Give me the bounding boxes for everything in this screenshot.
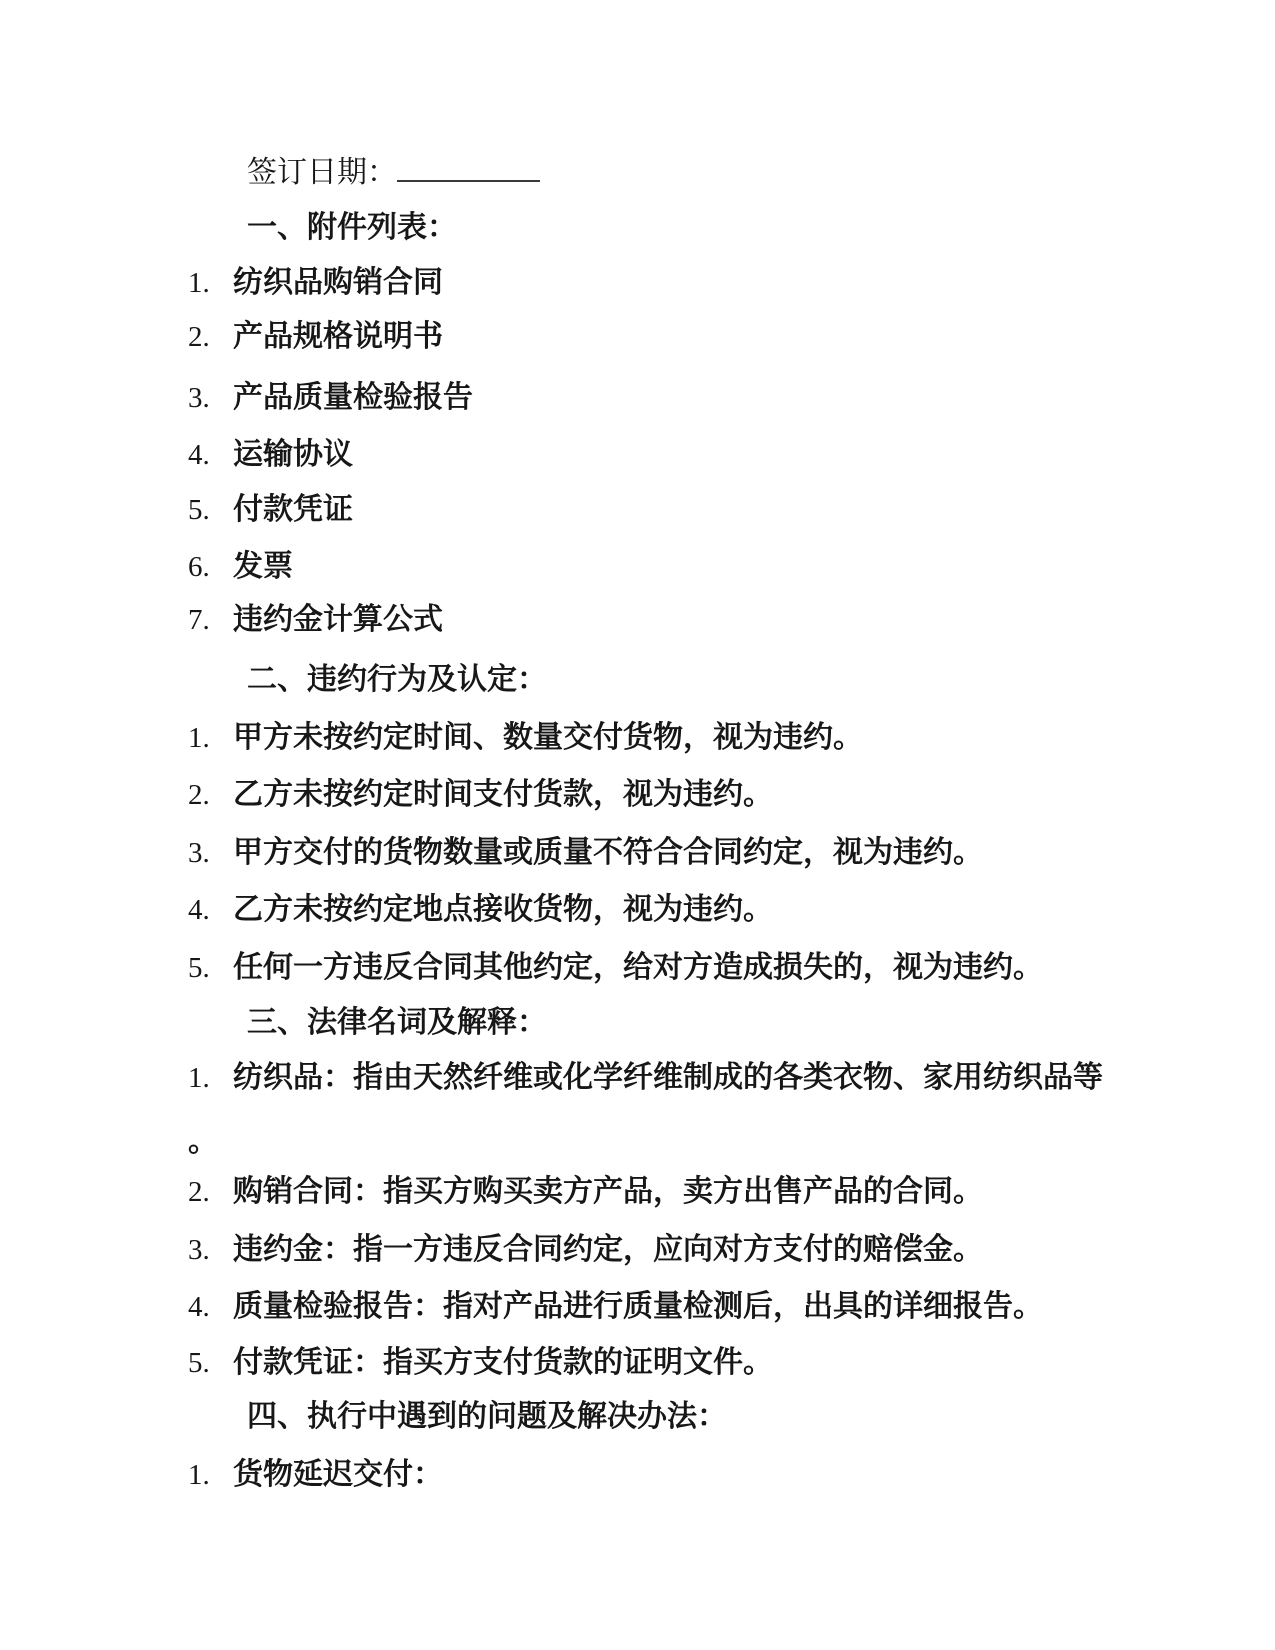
item-text: 乙方未按约定时间支付货款，视为违约。 xyxy=(233,778,773,811)
breach-item-2 xyxy=(188,775,773,815)
item-text: 运输协议 xyxy=(233,438,353,471)
item-text: 购销合同：指买方购买卖方产品，卖方出售产品的合同。 xyxy=(233,1175,983,1208)
term-item-2 xyxy=(188,1172,983,1212)
item-text: 质量检验报告：指对产品进行质量检测后，出具的详细报告。 xyxy=(233,1290,1043,1323)
attachment-item-1 xyxy=(188,263,443,303)
item-number: 2. xyxy=(188,1176,210,1208)
breach-item-4 xyxy=(188,890,773,930)
item-number: 2. xyxy=(188,779,210,811)
attachment-item-2 xyxy=(188,317,443,357)
item-number: 3. xyxy=(188,1234,210,1266)
item-text: 违约金计算公式 xyxy=(233,603,443,636)
item-number: 1. xyxy=(188,1459,210,1491)
item-number: 2. xyxy=(188,321,210,353)
section-4-heading: 四、执行中遇到的问题及解决办法： xyxy=(247,1400,727,1433)
item-text: 发票 xyxy=(233,550,293,583)
item-number: 1. xyxy=(188,1062,210,1094)
item-text: 产品质量检验报告 xyxy=(233,381,473,414)
term-item-3 xyxy=(188,1230,983,1270)
section-2-heading: 二、违约行为及认定： xyxy=(247,663,547,696)
item-number: 4. xyxy=(188,439,210,471)
item-number: 1. xyxy=(188,722,210,754)
attachment-item-4 xyxy=(188,435,353,475)
item-text: 产品规格说明书 xyxy=(233,320,443,353)
breach-item-3 xyxy=(188,833,983,873)
item-text: 甲方交付的货物数量或质量不符合合同约定，视为违约。 xyxy=(233,836,983,869)
sign-date-label: 签订日期： xyxy=(247,156,397,189)
term-item-1 xyxy=(188,1058,1103,1098)
item-text: 纺织品：指由天然纤维或化学纤维制成的各类衣物、家用纺织品等 xyxy=(233,1061,1103,1094)
section-1-heading: 一、附件列表： xyxy=(247,211,457,244)
item-number: 5. xyxy=(188,494,210,526)
item-number: 5. xyxy=(188,1347,210,1379)
term-item-5 xyxy=(188,1343,773,1383)
item-text: 付款凭证：指买方支付货款的证明文件。 xyxy=(233,1346,773,1379)
attachment-item-7 xyxy=(188,600,443,640)
item-text: 货物延迟交付： xyxy=(233,1458,443,1491)
item-number: 4. xyxy=(188,1291,210,1323)
item-number: 3. xyxy=(188,382,210,414)
breach-item-1 xyxy=(188,718,863,758)
item-number: 6. xyxy=(188,551,210,583)
item-number: 3. xyxy=(188,837,210,869)
item-number: 5. xyxy=(188,952,210,984)
item-text: 甲方未按约定时间、数量交付货物，视为违约。 xyxy=(233,721,863,754)
issue-item-1 xyxy=(188,1455,443,1495)
term-item-4 xyxy=(188,1287,1043,1327)
attachment-item-5 xyxy=(188,490,353,530)
term-item-1-overflow: 。 xyxy=(188,1125,218,1158)
item-text: 任何一方违反合同其他约定，给对方造成损失的，视为违约。 xyxy=(233,951,1043,984)
item-text: 纺织品购销合同 xyxy=(233,266,443,299)
item-number: 1. xyxy=(188,267,210,299)
attachment-item-3 xyxy=(188,378,473,418)
item-text: 违约金：指一方违反合同约定，应向对方支付的赔偿金。 xyxy=(233,1233,983,1266)
breach-item-5 xyxy=(188,948,1043,988)
sign-date-blank xyxy=(397,152,540,182)
item-number: 4. xyxy=(188,894,210,926)
attachment-item-6 xyxy=(188,547,293,587)
item-text: 乙方未按约定地点接收货物，视为违约。 xyxy=(233,893,773,926)
item-number: 7. xyxy=(188,604,210,636)
sign-date-line xyxy=(247,152,540,193)
section-3-heading: 三、法律名词及解释： xyxy=(247,1006,547,1039)
item-text: 付款凭证 xyxy=(233,493,353,526)
